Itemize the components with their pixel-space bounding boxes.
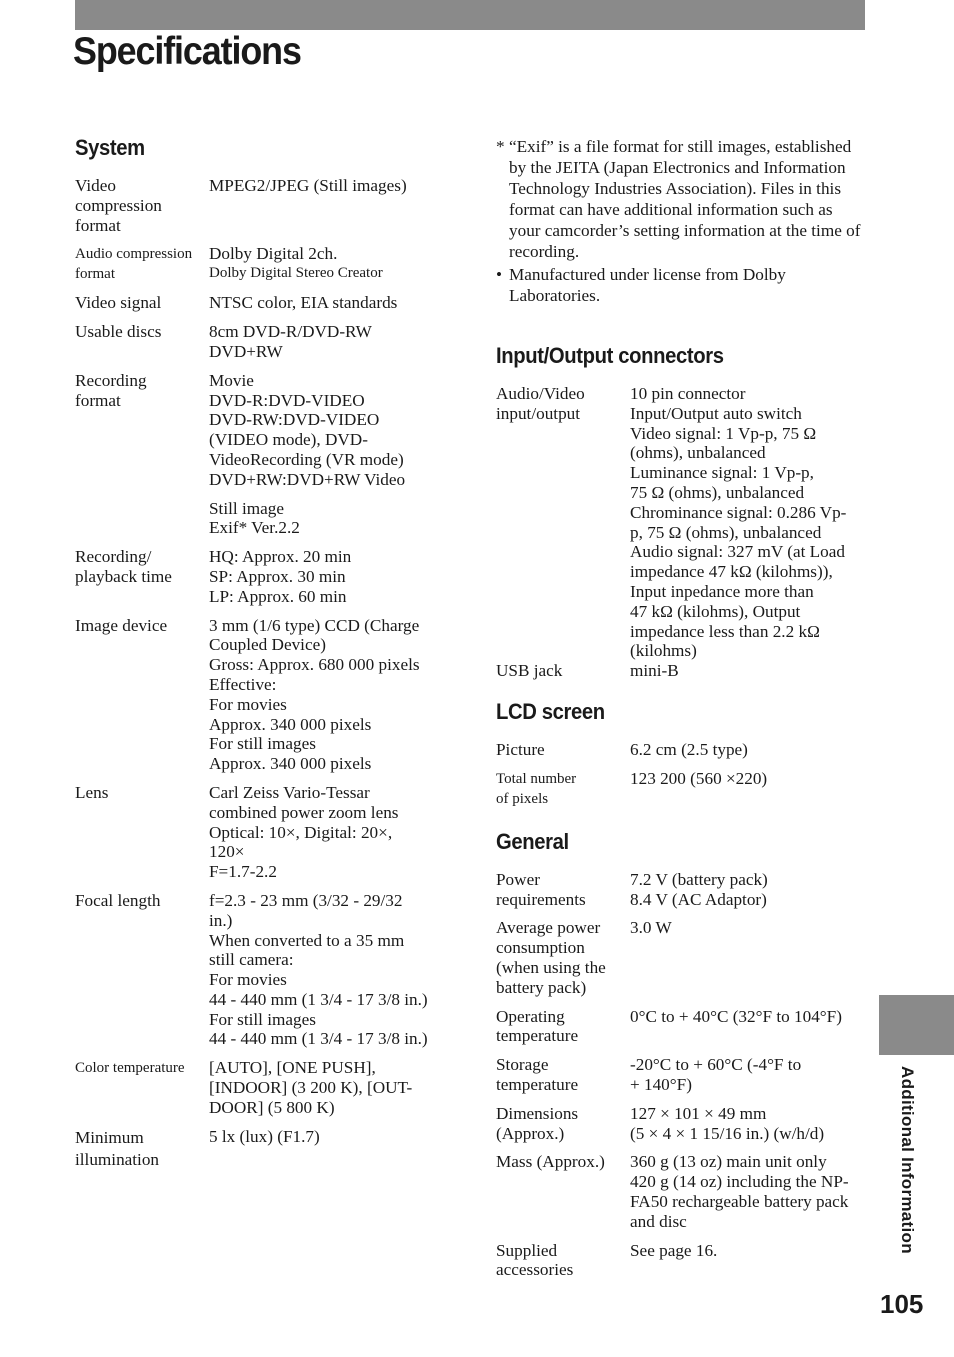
spec-label: Video signal xyxy=(75,293,162,313)
spec-value: 75 Ω (ohms), unbalanced xyxy=(630,482,805,502)
spec-label: Storage temperature xyxy=(496,1055,579,1094)
spec-value: Still image xyxy=(209,498,284,518)
section-heading-general: General xyxy=(496,828,569,854)
page-number: 105 xyxy=(880,1289,924,1319)
spec-row xyxy=(496,1007,868,1047)
spec-values xyxy=(630,1007,868,1047)
spec-values xyxy=(630,661,868,681)
spec-row xyxy=(75,371,447,538)
spec-value: 8.4 V (AC Adaptor) xyxy=(630,889,767,909)
section-tab-label: Additional Information xyxy=(898,1066,917,1254)
spec-values xyxy=(630,1241,868,1281)
footnote-mark: * xyxy=(496,137,505,156)
spec-value: For still images xyxy=(209,1009,316,1029)
spec-value: See page 16. xyxy=(630,1240,718,1260)
spec-value: 3.0 W xyxy=(630,918,672,938)
spec-row xyxy=(75,891,447,1049)
spec-value: 5 lx (lux) (F1.7) xyxy=(209,1126,320,1146)
spec-value: 420 g (14 oz) including the NP- xyxy=(630,1172,849,1192)
spec-values xyxy=(630,1055,868,1095)
spec-value: Luminance signal: 1 Vp-p, xyxy=(630,463,814,483)
spec-value: Movie xyxy=(209,370,254,390)
spec-value: 6.2 cm (2.5 type) xyxy=(630,739,748,759)
spec-values xyxy=(209,244,447,284)
spec-values xyxy=(209,176,447,235)
spec-value: [AUTO], [ONE PUSH], xyxy=(209,1058,376,1078)
spec-label: Focal length xyxy=(75,890,161,910)
spec-row xyxy=(75,1127,447,1171)
system-spec-table xyxy=(75,176,447,1171)
spec-value: For still images xyxy=(209,734,316,754)
spec-value: For movies xyxy=(209,694,287,714)
spec-value: Approx. 340 000 pixels xyxy=(209,714,372,734)
spec-value: FA50 rechargeable battery pack xyxy=(630,1191,849,1211)
footnote-dolby xyxy=(496,264,868,306)
spec-value: HQ: Approx. 20 min xyxy=(209,547,352,567)
spec-values xyxy=(209,371,447,538)
spec-value: 360 g (13 oz) main unit only xyxy=(630,1152,827,1172)
spec-label: Mass (Approx.) xyxy=(496,1152,605,1172)
spec-value: When converted to a 35 mm xyxy=(209,930,405,950)
spec-value: Gross: Approx. 680 000 pixels xyxy=(209,655,420,675)
header-bar xyxy=(75,0,865,30)
spec-values xyxy=(209,547,447,606)
spec-value: and disc xyxy=(630,1211,687,1231)
spec-value: VideoRecording (VR mode) xyxy=(209,449,404,469)
spec-label: Total number of pixels xyxy=(496,770,577,807)
spec-value: (5 × 4 × 1 15/16 in.) (w/h/d) xyxy=(630,1123,825,1143)
lcd-spec-table xyxy=(496,740,868,809)
page-title: Specifications xyxy=(73,30,301,73)
spec-row xyxy=(75,244,447,284)
spec-label: Supplied accessories xyxy=(496,1240,574,1280)
spec-value: impedance 47 kΩ (kilohms)), xyxy=(630,562,833,582)
spec-value: Optical: 10×, Digital: 20×, xyxy=(209,822,393,842)
spec-values xyxy=(209,783,447,882)
spec-value: (kilohms) xyxy=(630,641,697,661)
spec-values xyxy=(209,1058,447,1117)
spec-row xyxy=(496,740,868,760)
spec-row xyxy=(496,1152,868,1231)
spec-label: Power requirements xyxy=(496,869,586,909)
spec-value: -20°C to + 60°C (-4°F to xyxy=(630,1055,802,1075)
spec-row xyxy=(75,176,447,235)
spec-label: Minimum illumination xyxy=(75,1127,160,1169)
spec-value: in.) xyxy=(209,910,233,930)
section-heading-io: Input/Output connectors xyxy=(496,343,724,368)
spec-value: [INDOOR] (3 200 K), [OUT- xyxy=(209,1078,413,1098)
spec-value: DOOR] (5 800 K) xyxy=(209,1097,335,1117)
spec-label: Usable discs xyxy=(75,322,162,342)
spec-label: Audio compression format xyxy=(75,246,193,283)
spec-label: Lens xyxy=(75,782,109,802)
spec-value: Approx. 340 000 pixels xyxy=(209,754,372,774)
spec-value: MPEG2/JPEG (Still images) xyxy=(209,176,407,195)
spec-value: combined power zoom lens xyxy=(209,802,399,822)
spec-value: Chrominance signal: 0.286 Vp- xyxy=(630,502,847,522)
right-column xyxy=(496,136,868,1280)
spec-value: Audio signal: 327 mV (at Load xyxy=(630,542,845,562)
spec-values xyxy=(630,918,868,997)
spec-value: 127 × 101 × 49 mm xyxy=(630,1103,767,1123)
spec-label: Operating temperature xyxy=(496,1006,579,1046)
spec-values xyxy=(630,1104,868,1144)
spec-value: 120× xyxy=(209,842,245,862)
section-tab xyxy=(879,995,954,1055)
spec-value: 10 pin connector xyxy=(630,384,746,403)
spec-value: Effective: xyxy=(209,674,277,694)
spec-row xyxy=(75,1058,447,1117)
spec-row xyxy=(496,1104,868,1144)
spec-value: Dolby Digital Stereo Creator xyxy=(209,265,383,282)
spec-row xyxy=(496,1055,868,1095)
spec-value: Input inpedance more than xyxy=(630,581,814,601)
spec-value: Dolby Digital 2ch. xyxy=(209,244,338,264)
spec-value: Video signal: 1 Vp-p, 75 Ω xyxy=(630,423,817,443)
footnote-text: “Exif” is a file format for still images, established by the JEITA (Japan Electronics and Information Technology Industries Association). Files in this format can have additional information such as your camcorder’s setting information at the time of recording. xyxy=(509,137,861,261)
spec-row xyxy=(496,769,868,809)
spec-value: SP: Approx. 30 min xyxy=(209,566,346,586)
spec-value: For movies xyxy=(209,970,287,990)
spec-row xyxy=(75,547,447,606)
bullet-mark: • xyxy=(496,265,503,284)
spec-values xyxy=(209,1127,447,1171)
spec-values xyxy=(630,870,868,910)
left-column xyxy=(75,134,447,1171)
spec-value: Exif* Ver.2.2 xyxy=(209,518,300,538)
spec-values xyxy=(630,384,868,661)
spec-value: DVD-R:DVD-VIDEO xyxy=(209,390,365,410)
spec-row xyxy=(496,918,868,997)
spec-label: Dimensions (Approx.) xyxy=(496,1103,579,1143)
spec-value: 47 kΩ (kilohms), Output xyxy=(630,601,801,621)
spec-value: still camera: xyxy=(209,950,294,970)
spec-value: NTSC color, EIA standards xyxy=(209,293,398,313)
spec-values xyxy=(209,891,447,1049)
spec-label: Picture xyxy=(496,739,545,759)
spec-value: DVD-RW:DVD-VIDEO xyxy=(209,410,380,430)
spec-value: Coupled Device) xyxy=(209,635,326,655)
spec-value: Input/Output auto switch xyxy=(630,403,802,423)
spec-value: DVD+RW xyxy=(209,341,283,361)
spec-label: Audio/Video input/output xyxy=(496,384,585,423)
spec-value: Carl Zeiss Vario-Tessar xyxy=(209,782,370,802)
spec-values xyxy=(209,322,447,362)
spec-row xyxy=(496,384,868,661)
spec-value: (ohms), unbalanced xyxy=(630,443,766,463)
spec-value: 7.2 V (battery pack) xyxy=(630,869,768,889)
spec-values xyxy=(209,293,447,313)
spec-label: Recording format xyxy=(75,370,147,410)
spec-value: f=2.3 - 23 mm (3/32 - 29/32 xyxy=(209,890,403,910)
spec-value: 123 200 (560 ×220) xyxy=(630,768,768,788)
spec-label: Average power consumption (when using the battery pack) xyxy=(496,918,606,997)
spec-value: 3 mm (1/6 type) CCD (Charge xyxy=(209,615,420,635)
spec-value: mini-B xyxy=(630,661,679,681)
footnote-text: Manufactured under license from Dolby Laboratories. xyxy=(509,265,786,305)
spec-values xyxy=(630,1152,868,1231)
section-heading-system: System xyxy=(75,135,145,160)
spec-label: USB jack xyxy=(496,661,563,681)
spec-value: (VIDEO mode), DVD- xyxy=(209,430,368,450)
spec-value: p, 75 Ω (ohms), unbalanced xyxy=(630,522,822,542)
spec-row xyxy=(496,661,868,681)
spec-value: F=1.7-2.2 xyxy=(209,862,277,882)
spec-value: 0°C to + 40°C (32°F to 104°F) xyxy=(630,1006,842,1026)
spec-label: Color temperature xyxy=(75,1060,185,1077)
spec-value: LP: Approx. 60 min xyxy=(209,586,347,606)
spec-row xyxy=(75,783,447,882)
spec-value: impedance less than 2.2 kΩ xyxy=(630,621,820,641)
footnote-exif xyxy=(496,136,868,262)
spec-label: Recording/ playback time xyxy=(75,547,172,586)
spec-values xyxy=(630,769,868,809)
spec-row xyxy=(75,322,447,362)
spec-values xyxy=(209,616,447,774)
spec-value: 44 - 440 mm (1 3/4 - 17 3/8 in.) xyxy=(209,1029,428,1049)
spec-value: 8cm DVD-R/DVD-RW xyxy=(209,322,372,342)
spec-row xyxy=(496,1241,868,1281)
spec-row xyxy=(75,616,447,774)
spec-value: + 140°F) xyxy=(630,1074,692,1094)
io-spec-table xyxy=(496,384,868,681)
general-spec-table xyxy=(496,870,868,1280)
spec-value: DVD+RW:DVD+RW Video xyxy=(209,469,406,489)
spec-value: 44 - 440 mm (1 3/4 - 17 3/8 in.) xyxy=(209,989,428,1009)
footnotes xyxy=(496,136,868,306)
spec-label: Video compression format xyxy=(75,176,162,235)
spec-label: Image device xyxy=(75,615,168,635)
spec-values xyxy=(630,740,868,760)
section-heading-lcd: LCD screen xyxy=(496,698,605,724)
spec-row xyxy=(75,293,447,313)
spec-row xyxy=(496,870,868,910)
